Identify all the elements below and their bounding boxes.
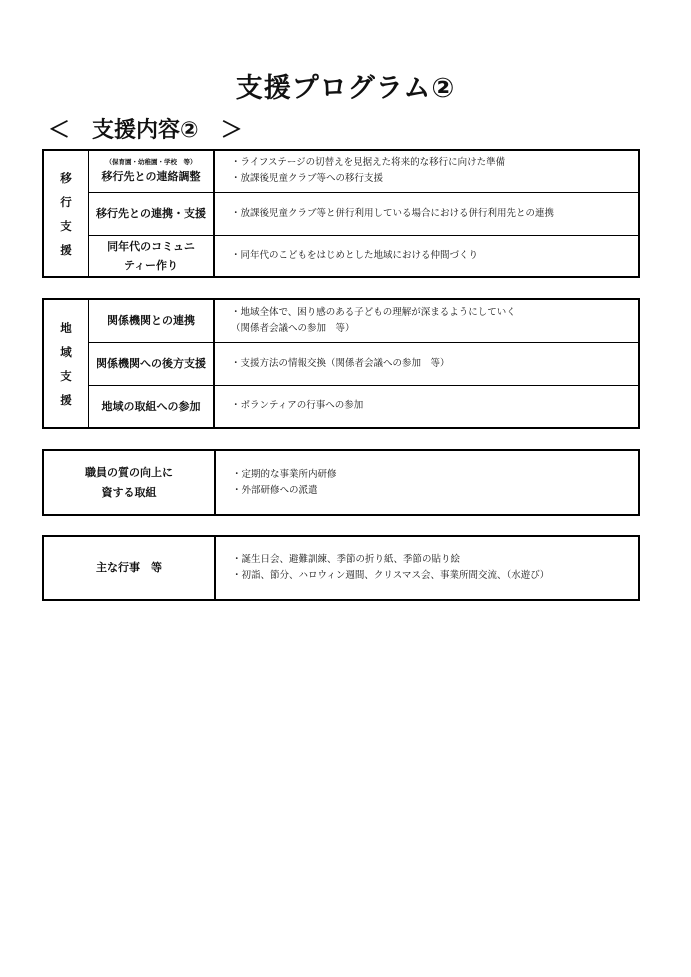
description-item: ・同年代のこどもをはじめとした地域における仲間づくり [231,249,479,261]
events-table [42,535,640,601]
row-label-text: 移行先との連絡調整 [101,169,201,183]
description-item: ・地域全体で、困り感のある子どもの理解が深まるようにしていく [231,306,516,318]
table-row [43,299,639,342]
table-row [43,536,639,600]
category-char: 域 [60,344,72,359]
row-label-text: 同年代のコミュニ [107,239,195,253]
row-label-text: 主な行事 等 [96,561,162,574]
description-item: （関係者会議への参加 等） [231,322,355,334]
description-item: ・放課後児童クラブ等への移行支援 [231,173,384,185]
category-char: 行 [60,194,72,209]
row-description [215,450,639,515]
category-char: 地 [60,320,72,335]
row-label-text: 資する取組 [101,485,157,499]
table-row [43,342,639,385]
community-support-table [42,298,640,429]
row-description [214,342,639,385]
row-description [214,235,639,277]
row-description [214,385,639,428]
description-item: ・外部研修への派遣 [232,484,318,496]
category-char: 支 [60,218,72,233]
row-label [43,536,215,600]
row-label-text: 職員の質の向上に [85,465,173,479]
row-label [89,342,215,385]
page-title: 支援プログラム② [235,73,456,104]
table-row [43,385,639,428]
table-row [43,450,639,515]
staff-quality-table [42,449,640,516]
category-char: 移 [60,170,72,185]
description-item: ・ライフステージの切替えを見据えた将来的な移行に向けた準備 [231,157,506,169]
row-description [214,150,639,192]
section-heading: ＜ 支援内容② ＞ [48,118,243,143]
category-transition-support [43,150,89,277]
transition-support-table [42,149,640,278]
table-row [43,192,639,235]
description-item: ・放課後児童クラブ等と併行利用している場合における併行利用先との連携 [231,207,555,219]
row-label [89,150,215,192]
row-label [89,192,215,235]
description-item: ・初詣、節分、ハロウィン週間、クリスマス会、事業所間交流、（水遊び） [232,570,550,581]
category-char: 援 [60,242,72,257]
row-label-text: 関係機関との連携 [107,314,195,328]
description-item: ・誕生日会、避難訓練、季節の折り紙、季節の貼り絵 [232,554,461,565]
row-label [89,385,215,428]
row-label [43,450,215,515]
category-char: 援 [60,392,72,407]
row-label-text: ティー作り [123,258,179,272]
row-label-text: 関係機関への後方支援 [96,357,206,370]
row-description [214,299,639,342]
category-char: 支 [60,368,72,383]
description-item: ・定期的な事業所内研修 [232,468,337,480]
category-community-support [43,299,89,428]
description-item: ・支援方法の情報交換（関係者会議への参加 等） [231,357,450,369]
table-row [43,235,639,277]
description-item: ・ボランティアの行事への参加 [231,400,364,412]
row-label-note: （保育園・幼稚園・学校 等） [105,157,197,166]
row-description [214,192,639,235]
row-label-text: 移行先との連携・支援 [96,207,206,220]
row-description [215,536,639,600]
table-row [43,150,639,192]
row-label [89,235,215,277]
row-label [89,299,215,342]
row-label-text: 地域の取組への参加 [101,399,201,413]
